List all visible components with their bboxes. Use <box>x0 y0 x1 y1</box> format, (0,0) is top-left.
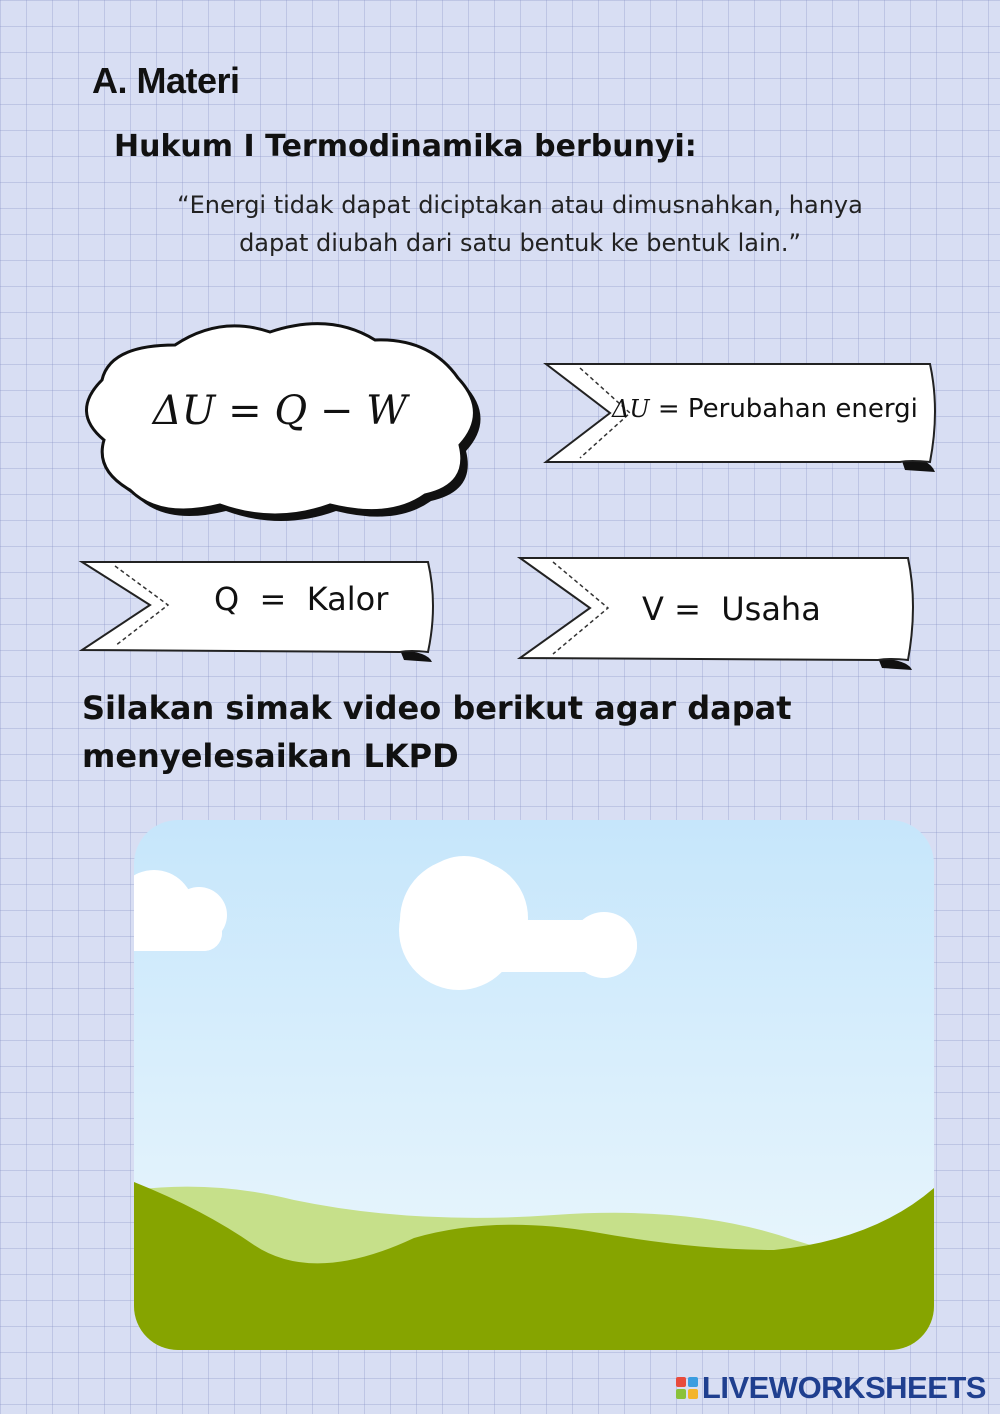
video-thumbnail-landscape <box>134 820 934 1350</box>
video-instruction: Silakan simak video berikut agar dapat menyelesaikan LKPD <box>82 689 792 775</box>
law-quote: “Energi tidak dapat diciptakan atau dimusnahkan, hanya dapat diubah dari satu bentuk ke bentuk lain.” <box>177 191 863 257</box>
video-player[interactable] <box>134 820 934 1350</box>
law-heading: Hukum I Termodinamika berbunyi: <box>114 129 697 164</box>
definition-q: Q = Kalor <box>214 580 389 618</box>
formula-text: ΔU = Q − W <box>152 388 408 434</box>
du-text: = Perubahan energi <box>649 394 918 424</box>
footer-brand[interactable] <box>676 1370 986 1406</box>
du-symbol: ΔU <box>612 395 650 423</box>
section-title: A. Materi <box>92 60 240 101</box>
definition-du <box>612 394 918 424</box>
liveworksheets-logo-icon <box>676 1377 698 1399</box>
footer-brand-text: LIVEWORKSHEETS <box>701 1370 986 1405</box>
definition-w: V = Usaha <box>642 590 821 628</box>
